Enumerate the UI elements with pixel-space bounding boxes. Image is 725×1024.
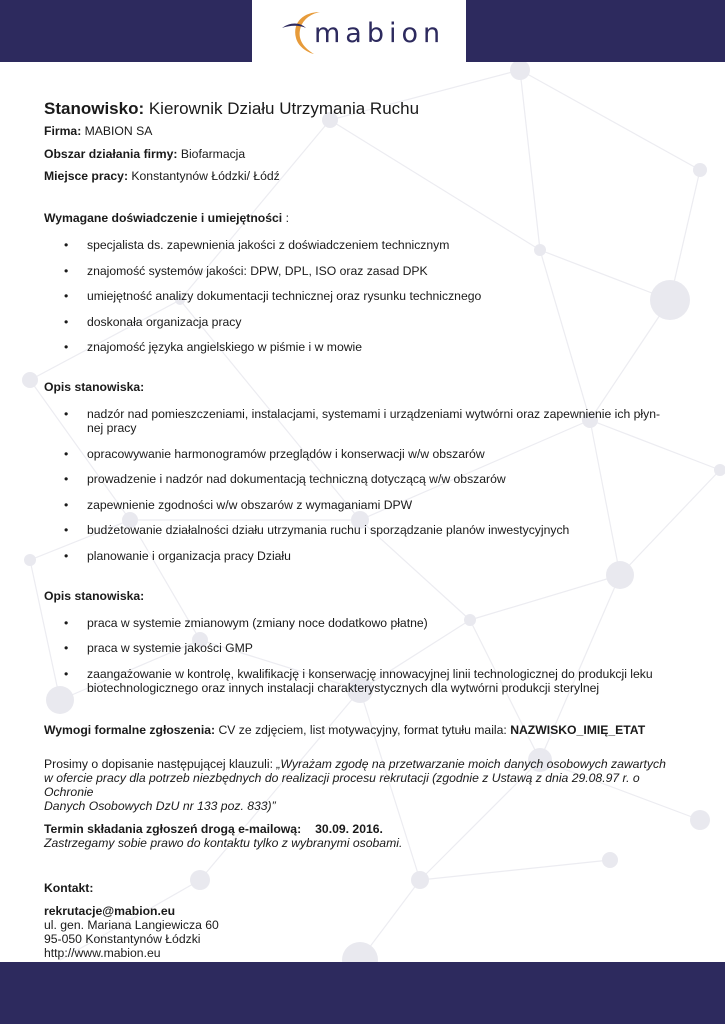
list-item: • doskonała organizacja pracy (44, 315, 684, 329)
header-band-right (466, 0, 725, 62)
mail-title-format: NAZWISKO_IMIĘ_ETAT (510, 722, 646, 737)
duties-list (44, 407, 684, 563)
consent-intro: Prosimy o dopisanie następującej klauzuli: (44, 756, 277, 771)
offer-line-1: zaangażowanie w kontrolę, kwalifikację i konserwację innowacyjnej linii technologicznej do produkcji leku (87, 666, 653, 681)
contact-heading: Kontakt: (44, 880, 94, 895)
contact-details (44, 904, 684, 960)
area-label: Obszar działania firmy: (44, 146, 178, 161)
formal-requirements (44, 723, 684, 737)
requirements-heading-suffix: : (282, 211, 289, 225)
list-item: • zapewnienie zgodności w/w obszarów z wymaganiami DPW (44, 498, 684, 512)
contact-website[interactable]: http://www.mabion.eu (44, 945, 161, 960)
job-posting (44, 98, 684, 960)
page-title (44, 98, 684, 120)
contact-city: 95-050 Konstantynów Łódzki (44, 931, 201, 946)
list-item: • planowanie i organizacja pracy Działu (44, 549, 684, 563)
deadline-note: Zastrzegamy sobie prawo do kontaktu tylko z wybranymi osobami. (44, 835, 403, 850)
list-item: • umiejętność analizy dokumentacji technicznej oraz rysunku technicznego (44, 289, 684, 303)
location-value: Konstantynów Łódzki/ Łódź (128, 169, 280, 183)
formal-label: Wymogi formalne zgłoszenia: (44, 722, 216, 737)
footer-band (0, 962, 725, 1024)
list-item: • praca w systemie zmianowym (zmiany noce dodatkowo płatne) (44, 616, 684, 630)
list-item: • praca w systemie jakości GMP (44, 641, 684, 655)
deadline (44, 822, 684, 850)
header-band-left (0, 0, 252, 62)
list-item: • budżetowanie działalności działu utrzymania ruchu i sporządzanie planów inwestycyjnych (44, 523, 684, 537)
list-item: • opracowywanie harmonogramów przeglądów i konserwacji w/w obszarów (44, 447, 684, 461)
requirements-heading-text: Wymagane doświadczenie i umiejętności (44, 211, 283, 225)
list-item (44, 407, 684, 435)
area-value: Biofarmacja (177, 146, 246, 161)
list-item: • znajomość języka angielskiego w piśmie i w mowie (44, 340, 684, 354)
requirements-heading (44, 211, 684, 225)
offer-heading: Opis stanowiska: (44, 588, 145, 603)
duty-line-1: nadzór nad pomieszczeniami, instalacjami, systemami i urządzeniami wytwórni oraz zapewnienie ich płyn- (87, 407, 661, 421)
logo (252, 0, 466, 62)
consent-clause (44, 757, 684, 813)
contact-email[interactable]: rekrutacje@mabion.eu (44, 903, 176, 918)
list-item: • specjalista ds. zapewnienia jakości z doświadczeniem technicznym (44, 238, 684, 252)
requirements-list (44, 238, 684, 354)
formal-text: CV ze zdjęciem, list motywacyjny, format tytułu maila: (215, 722, 511, 737)
company-label: Firma: (44, 124, 82, 138)
duty-line-2: nej pracy (87, 421, 137, 435)
company-line (44, 124, 684, 138)
consent-line-3: Danych Osobowych DzU nr 133 poz. 833)” (44, 798, 276, 813)
area-line (44, 147, 684, 161)
duties-heading: Opis stanowiska: (44, 380, 145, 394)
company-value: MABION SA (81, 124, 153, 138)
title-label: Stanowisko: (44, 99, 145, 118)
logo-wordmark: mabion (314, 18, 446, 49)
title-value: Kierownik Działu Utrzymania Ruchu (144, 99, 420, 118)
consent-line-1: „Wyrażam zgodę na przetwarzanie moich danych osobowych zawartych (276, 756, 666, 771)
consent-line-2: w ofercie pracy dla potrzeb niezbędnych do realizacji procesu rekrutacji (zgodnie z Ustawą z dnia 29.08.97 r. o Ochronie (44, 770, 640, 799)
list-item (44, 667, 684, 695)
deadline-date: 30.09. 2016. (315, 821, 383, 836)
header-band (0, 0, 725, 62)
contact-street: ul. gen. Mariana Langiewicza 60 (44, 917, 219, 932)
offer-list (44, 616, 684, 695)
list-item: • prowadzenie i nadzór nad dokumentacją techniczną dotyczącą w/w obszarów (44, 472, 684, 486)
location-line (44, 169, 684, 183)
list-item: • znajomość systemów jakości: DPW, DPL, ISO oraz zasad DPK (44, 264, 684, 278)
deadline-label: Termin składania zgłoszeń drogą e-mailową: (44, 821, 302, 836)
location-label: Miejsce pracy: (44, 169, 129, 183)
offer-line-2: biotechnologicznego oraz innych instalacji charakterystycznych dla wytwórni produkcji sterylnej (87, 680, 600, 695)
